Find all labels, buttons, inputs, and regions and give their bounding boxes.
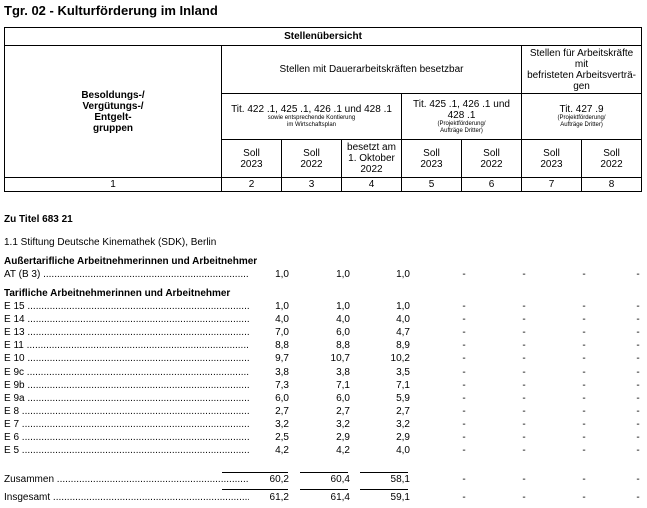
row-value: - (582, 392, 586, 404)
sum-rule (222, 489, 288, 490)
col-number: 5 (402, 178, 462, 192)
row-label: AT (B 3) ..... (4, 269, 249, 281)
row-value: - (636, 269, 640, 280)
row-value: - (582, 327, 586, 339)
row-value: 1,0 (275, 269, 289, 280)
row-value: 5,9 (396, 392, 410, 404)
row-label: E 13 ..... (4, 327, 249, 339)
row-label: E 9c ..... (4, 367, 249, 379)
row-value: 6,0 (275, 392, 289, 404)
row-value: - (462, 366, 466, 378)
table-row (4, 340, 641, 352)
table-row (4, 314, 641, 326)
row-value: 2,7 (336, 405, 350, 417)
row-value: - (462, 327, 466, 339)
table-row (4, 445, 641, 457)
row-value: - (522, 492, 526, 503)
col-number: 6 (462, 178, 522, 192)
row-value: 3,2 (336, 418, 350, 430)
row-value: - (582, 340, 586, 352)
subcol-soll-2022-c: Soll 2022 (582, 140, 642, 178)
row-value: 4,0 (336, 314, 350, 326)
row-value: - (462, 405, 466, 417)
overview-heading: Stellenübersicht (5, 28, 642, 46)
table-row (4, 301, 641, 313)
row-value: - (582, 366, 586, 378)
table-row (4, 367, 641, 379)
row-value: 4,7 (396, 327, 410, 339)
row-value: 7,3 (275, 379, 289, 391)
col-number: 7 (522, 178, 582, 192)
subcol-soll-2023: Soll 2023 (222, 140, 282, 178)
row-value: - (522, 445, 526, 457)
row-label: E 6 ..... (4, 432, 249, 444)
row-value: - (636, 366, 640, 378)
row-label: E 9b ..... (4, 380, 249, 392)
row-value: 4,2 (336, 445, 350, 457)
row-value: - (582, 492, 586, 503)
row-value: 8,9 (396, 340, 410, 352)
row-value: - (582, 474, 586, 485)
row-value: - (582, 432, 586, 443)
row-value: 9,7 (275, 353, 289, 365)
row-value: 3,2 (275, 418, 289, 430)
row-label: E 9a ..... (4, 393, 249, 405)
row-value: - (522, 314, 526, 326)
row-value: - (636, 432, 640, 443)
row-value: 2,9 (336, 432, 350, 443)
table-row (4, 419, 641, 431)
row-value: 7,0 (275, 327, 289, 339)
row-value: - (636, 353, 640, 365)
col-number: 8 (582, 178, 642, 192)
row-value: - (636, 314, 640, 326)
subcol-soll-2022-b: Soll 2022 (462, 140, 522, 178)
row-value: - (462, 301, 466, 312)
col-number: 4 (342, 178, 402, 192)
row-value: - (462, 445, 466, 457)
sum-rule (300, 472, 348, 473)
row-label: E 10 ..... (4, 353, 249, 365)
row-value: - (636, 392, 640, 404)
title-group-c: Tit. 427 .9 (Projektförderung/ Aufträge Dritter) (522, 94, 642, 140)
table-row (4, 269, 641, 281)
row-value: 2,7 (396, 405, 410, 417)
row-label: E 7 ..... (4, 419, 249, 431)
col-number: 1 (5, 178, 222, 192)
row-value: - (462, 379, 466, 391)
row-value: - (522, 269, 526, 280)
row-value: 1,0 (336, 269, 350, 280)
section-title: Zu Titel 683 21 (4, 214, 73, 225)
table-row (4, 380, 641, 392)
row-value: - (522, 418, 526, 430)
row-value: 58,1 (390, 474, 410, 485)
row-value: - (636, 340, 640, 352)
row-value: - (582, 418, 586, 430)
row-value: - (636, 492, 640, 503)
row-label: E 14 ..... (4, 314, 249, 326)
row-value: 2,7 (275, 405, 289, 417)
row-value: - (636, 379, 640, 391)
row-value: - (462, 314, 466, 326)
row-value: - (582, 353, 586, 365)
grade-column-heading: Besoldungs-/ Vergütungs-/ Entgelt- gruppen (5, 46, 222, 178)
row-value: 7,1 (396, 379, 410, 391)
row-value: - (582, 314, 586, 326)
row-value: - (636, 405, 640, 417)
row-value: 61,4 (330, 492, 350, 503)
row-value: 2,5 (275, 432, 289, 443)
row-value: - (522, 366, 526, 378)
row-value: - (462, 432, 466, 443)
row-value: 6,0 (336, 327, 350, 339)
row-value: 3,2 (396, 418, 410, 430)
subcol-soll-2022: Soll 2022 (282, 140, 342, 178)
row-value: - (582, 405, 586, 417)
row-value: - (462, 474, 466, 485)
table-row (4, 393, 641, 405)
total-row (4, 492, 641, 504)
title-group-a: Tit. 422 .1, 425 .1, 426 .1 und 428 .1 sowie entsprechende Kontierung im Wirtschaftsplan (222, 94, 402, 140)
row-value: - (462, 418, 466, 430)
sum-rule (360, 472, 408, 473)
row-value: 7,1 (336, 379, 350, 391)
row-value: - (582, 445, 586, 457)
row-value: 8,8 (275, 340, 289, 352)
row-value: - (522, 327, 526, 339)
row-label: E 11 ..... (4, 340, 249, 352)
row-value: 10,2 (390, 353, 410, 365)
subcol-soll-2023-c: Soll 2023 (522, 140, 582, 178)
table-row (4, 353, 641, 365)
row-value: - (522, 379, 526, 391)
page-title: Tgr. 02 - Kulturförderung im Inland (4, 3, 218, 18)
row-value: 2,9 (396, 432, 410, 443)
staff-overview-header (4, 27, 642, 192)
row-value: - (636, 301, 640, 312)
row-value: - (636, 418, 640, 430)
row-value: 1,0 (336, 301, 350, 312)
permanent-positions-heading: Stellen mit Dauerarbeitskräften besetzbar (222, 46, 522, 94)
sum-rule (360, 489, 408, 490)
subcol-besetzt: besetzt am 1. Oktober 2022 (342, 140, 402, 178)
row-value: 60,4 (330, 474, 350, 485)
row-value: 1,0 (396, 269, 410, 280)
subcol-soll-2023-b: Soll 2023 (402, 140, 462, 178)
row-value: 1,0 (396, 301, 410, 312)
row-value: 4,0 (396, 445, 410, 457)
row-value: 61,2 (269, 492, 289, 503)
row-value: - (522, 301, 526, 312)
col-number: 2 (222, 178, 282, 192)
sum-rule (222, 472, 288, 473)
group-heading-at: Außertarifliche Arbeitnehmerinnen und Arbeitnehmer (4, 256, 258, 267)
row-label: E 15 ..... (4, 301, 249, 313)
sum-rule (300, 489, 348, 490)
row-value: - (636, 445, 640, 457)
row-value: - (522, 340, 526, 352)
row-value: - (462, 340, 466, 352)
row-value: - (582, 301, 586, 312)
row-value: - (462, 353, 466, 365)
row-value: 59,1 (390, 492, 410, 503)
row-value: - (636, 474, 640, 485)
row-value: - (636, 327, 640, 339)
row-value: 3,5 (396, 366, 410, 378)
row-value: 4,0 (275, 314, 289, 326)
temporary-positions-heading: Stellen für Arbeitskräfte mit befristeten Arbeitsverträ- gen (522, 46, 642, 94)
row-value: 6,0 (336, 392, 350, 404)
row-value: - (582, 269, 586, 280)
row-value: - (522, 392, 526, 404)
row-value: 3,8 (336, 366, 350, 378)
row-value: - (462, 392, 466, 404)
row-value: 4,0 (396, 314, 410, 326)
row-label: E 5 ..... (4, 445, 249, 457)
row-value: 10,7 (330, 353, 350, 365)
row-value: - (462, 269, 466, 280)
row-value: - (582, 379, 586, 391)
row-value: - (522, 405, 526, 417)
row-value: - (522, 432, 526, 443)
group-heading-tariff: Tarifliche Arbeitnehmerinnen und Arbeitnehmer (4, 288, 231, 299)
table-row (4, 327, 641, 339)
row-value: 60,2 (269, 474, 289, 485)
institution-name: 1.1 Stiftung Deutsche Kinemathek (SDK), Berlin (4, 237, 217, 248)
col-number: 3 (282, 178, 342, 192)
total-row (4, 474, 641, 486)
row-value: - (462, 492, 466, 503)
row-label: Zusammen ..... (4, 474, 249, 486)
title-group-b: Tit. 425 .1, 426 .1 und 428 .1 (Projektförderung/ Aufträge Dritter) (402, 94, 522, 140)
row-value: 4,2 (275, 445, 289, 457)
row-value: 1,0 (275, 301, 289, 312)
row-label: E 8 ..... (4, 406, 249, 418)
row-value: 3,8 (275, 366, 289, 378)
row-value: - (522, 474, 526, 485)
row-value: 8,8 (336, 340, 350, 352)
table-row (4, 406, 641, 418)
table-row (4, 432, 641, 444)
row-value: - (522, 353, 526, 365)
row-label: Insgesamt ..... (4, 492, 249, 504)
